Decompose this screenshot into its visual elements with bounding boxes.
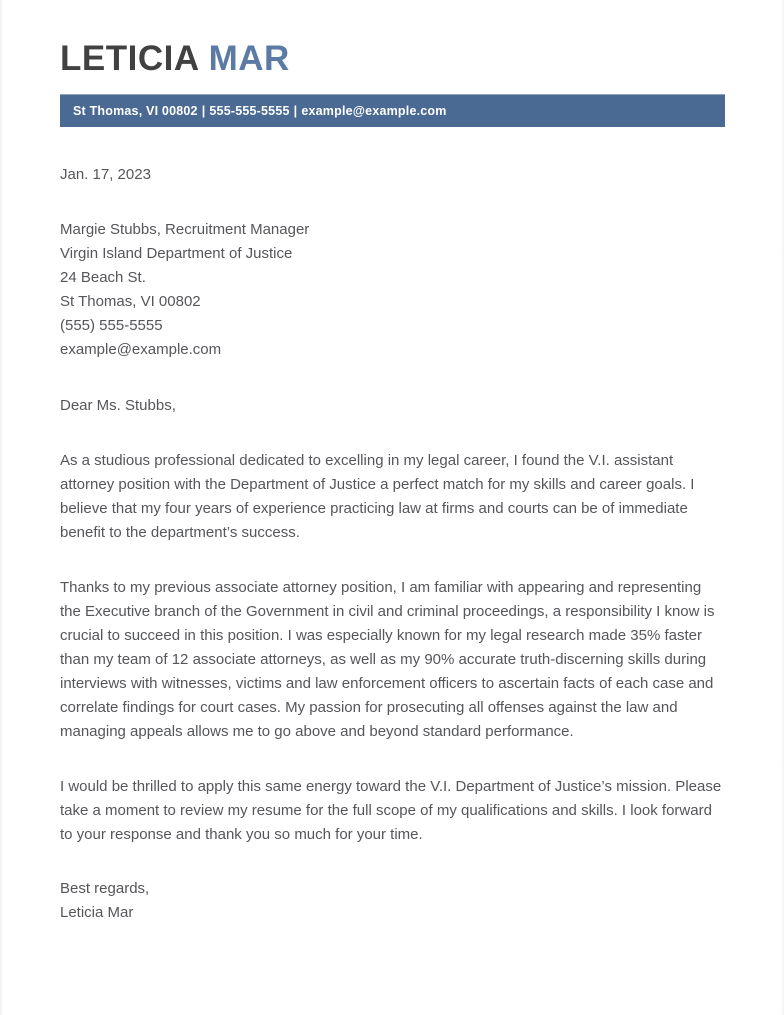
contact-separator-2: | [293, 103, 298, 118]
page-edge-left [0, 0, 3, 1015]
page-title [60, 0, 725, 78]
contact-bar-text [60, 104, 447, 118]
recipient-street: 24 Beach St. [60, 268, 146, 286]
letter-body [60, 163, 725, 925]
recipient-name-title: Margie Stubbs, Recruitment Manager [60, 220, 310, 238]
recipient-email: example@example.com [60, 340, 222, 358]
closing-phrase: Best regards, [60, 879, 150, 897]
contact-email: example@example.com [301, 103, 447, 118]
contact-bar [60, 94, 725, 127]
contact-location: St Thomas, VI 00802 [73, 103, 198, 118]
body-paragraph-1: As a studious professional dedicated to excelling in my legal career, I found the V.I. assistant attorney position with the Department of Justice a perfect match for my skills and career goals. I believe that my four years of experience practicing law at firms and courts can be of immediate benefit to the department’s success. [60, 451, 695, 541]
recipient-phone: (555) 555-5555 [60, 316, 163, 334]
letter-content [60, 0, 725, 925]
name-first: LETICIA [60, 39, 200, 78]
closing-block [60, 877, 725, 925]
body-paragraph-3: I would be thrilled to apply this same energy toward the V.I. Department of Justice’s mission. Please take a moment to review my resume for the full scope of my qualifications and skills. I look forward to your response and thank you so much for your time. [60, 777, 722, 843]
recipient-organization: Virgin Island Department of Justice [60, 244, 293, 262]
recipient-city-state-zip: St Thomas, VI 00802 [60, 292, 201, 310]
recipient-block [60, 218, 725, 362]
salutation: Dear Ms. Stubbs, [60, 396, 176, 414]
body-paragraph-2: Thanks to my previous associate attorney position, I am familiar with appearing and representing the Executive branch of the Government in civil and criminal proceedings, a responsibility I know is crucial to succeed in this position. I was especially known for my legal research made 35% faster than my team of 12 associate attorneys, as well as my 90% accurate truth-discerning skills during interviews with witnesses, victims and law enforcement officers to ascertain facts of each case and correlate findings for court cases. My passion for prosecuting all offenses against the law and managing appeals allows me to go above and beyond standard performance. [60, 578, 715, 740]
signature-name: Leticia Mar [60, 903, 134, 921]
contact-phone: 555-555-5555 [209, 103, 290, 118]
name-last: MAR [208, 39, 290, 78]
contact-separator-1: | [201, 103, 206, 118]
letter-date: Jan. 17, 2023 [60, 165, 151, 183]
